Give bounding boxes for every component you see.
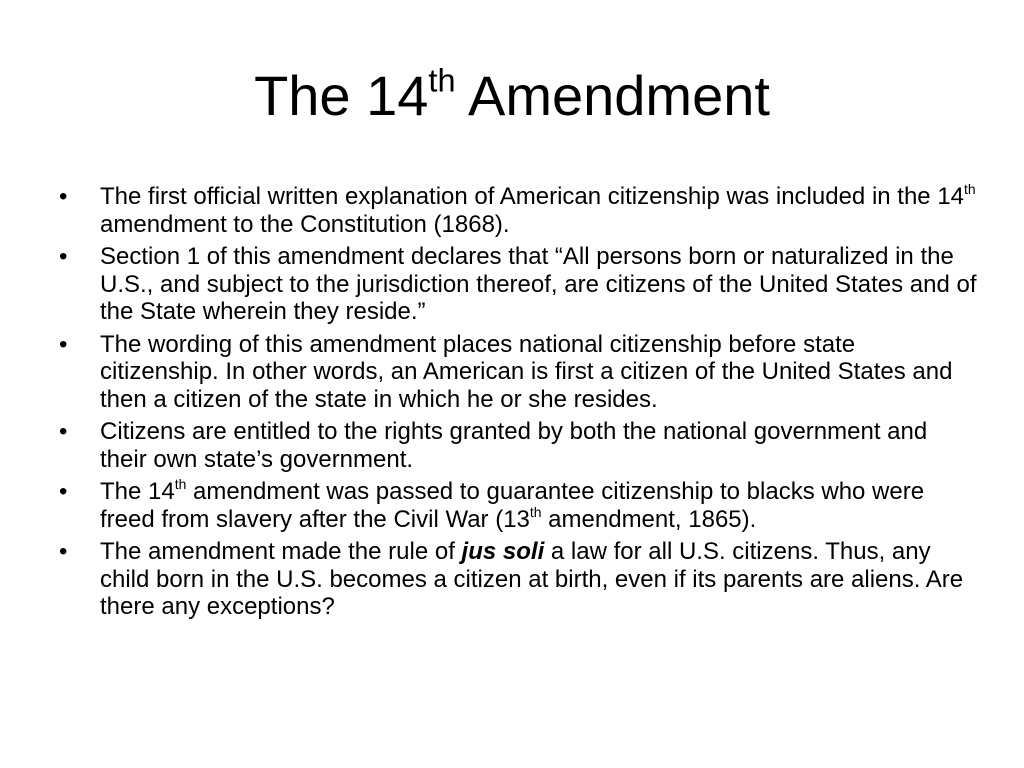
bullet-superscript: th <box>174 475 187 492</box>
title-text-end: Amendment <box>455 64 770 127</box>
bullet-item-6 <box>56 538 980 621</box>
title-superscript: th <box>428 62 456 99</box>
bullet-marker: • <box>59 330 68 358</box>
bullet-text: The 14 <box>100 478 175 505</box>
bullet-text: Section 1 of this amendment declares that “All persons born or naturalized in the U.S., and subject to the jurisdiction thereof, are citizens of the United States and of the State wherein they reside.” <box>100 243 977 325</box>
bullet-text: The wording of this amendment places national citizenship before state citizenship. In other words, an American is first a citizen of the United States and then a citizen of the state in which he or she resides. <box>100 330 953 413</box>
slide-title <box>0 58 1024 134</box>
bullet-text: amendment to the Constitution (1868). <box>100 210 510 238</box>
bullet-item-1 <box>56 180 980 238</box>
bullet-text: amendment was passed to guarantee citizenship to blacks who were freed from slavery after the Civil War (13 <box>100 478 925 533</box>
bullet-item-3 <box>56 331 980 414</box>
bullet-item-2 <box>56 243 980 326</box>
bullet-item-4 <box>56 418 980 473</box>
bullet-list <box>56 180 980 626</box>
bullet-marker: • <box>59 243 68 270</box>
bullet-text: amendment, 1865). <box>541 505 757 533</box>
title-text-start: The 14 <box>254 64 429 127</box>
bullet-superscript: th <box>964 180 976 197</box>
bullet-marker: • <box>59 478 68 505</box>
bullet-text: a law for all U.S. citizens. Thus, any child born in the U.S. becomes a citizen at birth, even if its parents are aliens. Are there any exceptions? <box>100 538 964 620</box>
jus-soli-term: jus soli <box>461 538 545 565</box>
bullet-marker: • <box>59 418 68 445</box>
bullet-marker: • <box>59 183 68 210</box>
bullet-text: The first official written explanation of American citizenship was included in the 14 <box>100 183 965 210</box>
bullet-text: Citizens are entitled to the rights granted by both the national government and their own state’s government. <box>100 418 928 473</box>
bullet-superscript: th <box>529 503 542 520</box>
bullet-marker: • <box>59 538 68 565</box>
bullet-item-5 <box>56 475 980 533</box>
bullet-text: The amendment made the rule of <box>100 538 462 565</box>
